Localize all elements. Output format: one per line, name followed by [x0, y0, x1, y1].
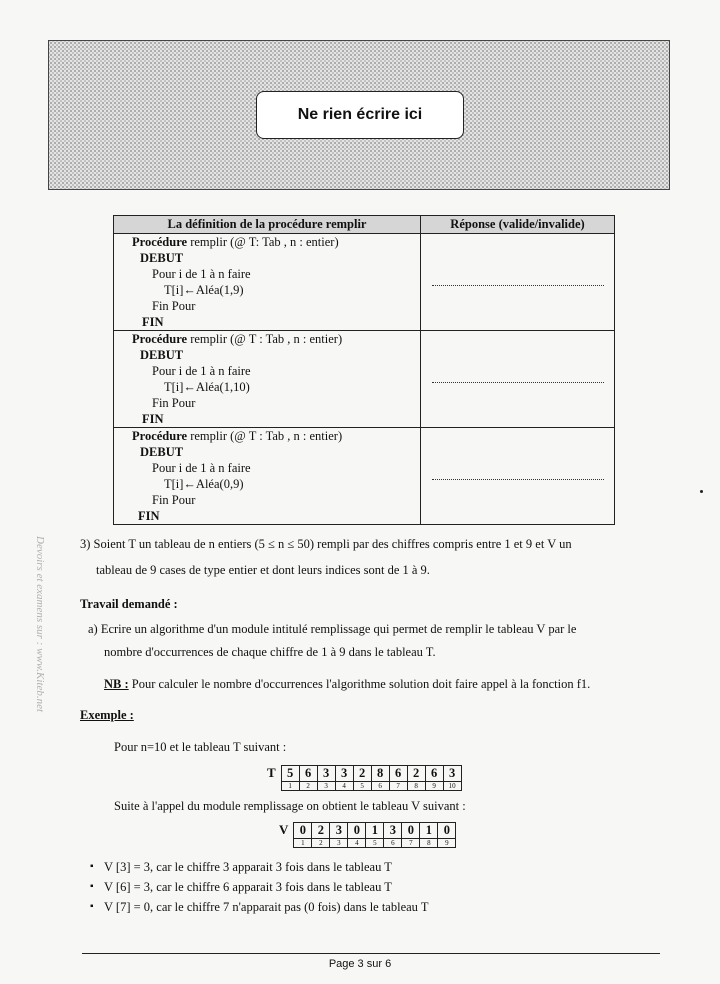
- proc-signature: [114, 234, 420, 250]
- stray-dot: [700, 490, 703, 493]
- proc-assign: T[i]←Aléa(1,10): [164, 380, 250, 394]
- array-V-index: 6: [391, 839, 395, 847]
- array-T-name: T: [267, 765, 276, 780]
- page-number: Page 3 sur 6: [328, 958, 392, 970]
- proc-keyword: Procédure: [132, 235, 188, 249]
- watermark: Devoirs et examens sur : www.Kiteb.net: [34, 536, 46, 713]
- array-V-value: 0: [402, 823, 419, 839]
- array-T-value: 3: [444, 766, 461, 782]
- answer-dotted-line[interactable]: [432, 380, 604, 383]
- array-V-cell: [330, 823, 348, 847]
- bullet-v7: ▪ V [7] = 0, car le chiffre 7 n'apparait pas (0 fois) dans le tableau T: [104, 900, 428, 915]
- procedure-definition: [114, 234, 421, 331]
- footer-divider: [82, 953, 660, 954]
- nb-note: [104, 677, 590, 692]
- array-T-cell: [390, 766, 408, 790]
- array-V-index: 5: [373, 839, 377, 847]
- answer-cell[interactable]: [421, 331, 615, 428]
- array-V-cell: [366, 823, 384, 847]
- proc-fin: FIN: [142, 315, 164, 329]
- answer-cell[interactable]: [421, 428, 615, 525]
- array-V-value: 1: [420, 823, 437, 839]
- array-V-value: 0: [294, 823, 311, 839]
- proc-keyword: Procédure: [132, 429, 188, 443]
- proc-end-loop: Fin Pour: [152, 396, 196, 410]
- proc-signature-text: remplir (@ T : Tab , n : entier): [187, 332, 343, 346]
- proc-fin: FIN: [142, 412, 164, 426]
- array-T-index: 5: [360, 782, 364, 790]
- array-T-value: 8: [372, 766, 389, 782]
- nb-label: NB :: [104, 677, 129, 691]
- array-T-index: 6: [378, 782, 382, 790]
- array-T-value: 2: [354, 766, 371, 782]
- array-V-value: 3: [330, 823, 347, 839]
- array-V-index: 4: [355, 839, 359, 847]
- do-not-write-label: Ne rien écrire ici: [256, 91, 464, 139]
- proc-end-loop: Fin Pour: [152, 493, 196, 507]
- table-header-answer: Réponse (valide/invalide): [421, 216, 615, 234]
- exemple-title: Exemple :: [80, 708, 134, 722]
- array-V-value: 0: [438, 823, 455, 839]
- array-T-cell: [354, 766, 372, 790]
- proc-signature: [114, 428, 420, 444]
- array-V-index: 8: [427, 839, 431, 847]
- proc-loop: Pour i de 1 à n faire: [152, 461, 251, 475]
- answer-cell[interactable]: [421, 234, 615, 331]
- array-T-value: 2: [408, 766, 425, 782]
- array-V-cell: [438, 823, 455, 847]
- array-V-index: 3: [337, 839, 341, 847]
- array-V: [279, 822, 456, 848]
- array-V-cell: [402, 823, 420, 847]
- array-T-cell: [426, 766, 444, 790]
- array-V-cell: [312, 823, 330, 847]
- procedure-definition: [114, 428, 421, 525]
- proc-fin: FIN: [138, 509, 160, 523]
- exemple-after: Suite à l'appel du module remplissage on obtient le tableau V suivant :: [114, 799, 466, 813]
- procedure-definition: [114, 331, 421, 428]
- proc-signature-text: remplir (@ T: Tab , n : entier): [187, 235, 339, 249]
- array-V-index: 7: [409, 839, 413, 847]
- array-T-index: 7: [396, 782, 400, 790]
- array-T-value: 6: [426, 766, 443, 782]
- array-V-value: 2: [312, 823, 329, 839]
- travail-title: Travail demandé :: [80, 597, 178, 611]
- array-T-cell: [444, 766, 461, 790]
- array-T: [267, 765, 462, 791]
- proc-debut: DEBUT: [140, 445, 184, 459]
- proc-signature: [114, 331, 420, 347]
- array-T-value: 3: [318, 766, 335, 782]
- array-T-index: 3: [324, 782, 328, 790]
- array-T-value: 5: [282, 766, 299, 782]
- proc-loop: Pour i de 1 à n faire: [152, 364, 251, 378]
- answer-dotted-line[interactable]: [432, 283, 604, 286]
- nb-text: Pour calculer le nombre d'occurrences l'algorithme solution doit faire appel à la fonction f1.: [131, 677, 591, 691]
- array-T-value: 6: [300, 766, 317, 782]
- array-T-index: 10: [448, 782, 456, 790]
- exemple-intro: Pour n=10 et le tableau T suivant :: [114, 740, 287, 754]
- proc-debut: DEBUT: [140, 348, 184, 362]
- array-V-cell: [294, 823, 312, 847]
- array-V-value: 1: [366, 823, 383, 839]
- array-V-cell: [384, 823, 402, 847]
- array-T-index: 4: [342, 782, 346, 790]
- array-V-cell: [348, 823, 366, 847]
- array-T-cells: [281, 765, 462, 791]
- array-T-cell: [300, 766, 318, 790]
- answer-dotted-line[interactable]: [432, 477, 604, 480]
- bullet-v3: ▪ V [3] = 3, car le chiffre 3 apparait 3 fois dans le tableau T: [104, 860, 392, 875]
- array-T-cell: [408, 766, 426, 790]
- proc-loop: Pour i de 1 à n faire: [152, 267, 251, 281]
- procedure-table: [113, 215, 615, 525]
- table-row: [114, 234, 615, 331]
- array-V-value: 3: [384, 823, 401, 839]
- array-V-cells: [293, 822, 456, 848]
- array-V-value: 0: [348, 823, 365, 839]
- array-T-value: 6: [390, 766, 407, 782]
- question-3-line2: tableau de 9 cases de type entier et dont leurs indices sont de 1 à 9.: [96, 563, 430, 577]
- proc-assign: T[i]←Aléa(0,9): [164, 477, 244, 491]
- task-a-line2: nombre d'occurrences de chaque chiffre de 1 à 9 dans le tableau T.: [104, 645, 436, 659]
- proc-assign: T[i]←Aléa(1,9): [164, 283, 244, 297]
- bullet-v6: ▪ V [6] = 3, car le chiffre 6 apparait 3 fois dans le tableau T: [104, 880, 392, 895]
- array-V-index: 1: [301, 839, 305, 847]
- array-T-index: 1: [288, 782, 292, 790]
- array-V-index: 9: [445, 839, 449, 847]
- array-T-index: 8: [414, 782, 418, 790]
- table-row: [114, 428, 615, 525]
- question-3-line1: 3) Soient T un tableau de n entiers (5 ≤ n ≤ 50) rempli par des chiffres compris entre 1 et 9 et V un: [80, 537, 572, 551]
- table-row: [114, 331, 615, 428]
- array-T-index: 9: [432, 782, 436, 790]
- array-T-cell: [282, 766, 300, 790]
- array-V-index: 2: [319, 839, 323, 847]
- array-T-cell: [336, 766, 354, 790]
- array-T-index: 2: [306, 782, 310, 790]
- array-V-name: V: [279, 822, 289, 837]
- table-header-definition: La définition de la procédure remplir: [114, 216, 421, 234]
- array-T-value: 3: [336, 766, 353, 782]
- proc-signature-text: remplir (@ T : Tab , n : entier): [187, 429, 343, 443]
- proc-keyword: Procédure: [132, 332, 188, 346]
- array-V-cell: [420, 823, 438, 847]
- array-T-cell: [318, 766, 336, 790]
- task-a-line1: a) Ecrire un algorithme d'un module intitulé remplissage qui permet de remplir le tableau V par le: [88, 622, 577, 636]
- array-T-cell: [372, 766, 390, 790]
- proc-debut: DEBUT: [140, 251, 184, 265]
- proc-end-loop: Fin Pour: [152, 299, 196, 313]
